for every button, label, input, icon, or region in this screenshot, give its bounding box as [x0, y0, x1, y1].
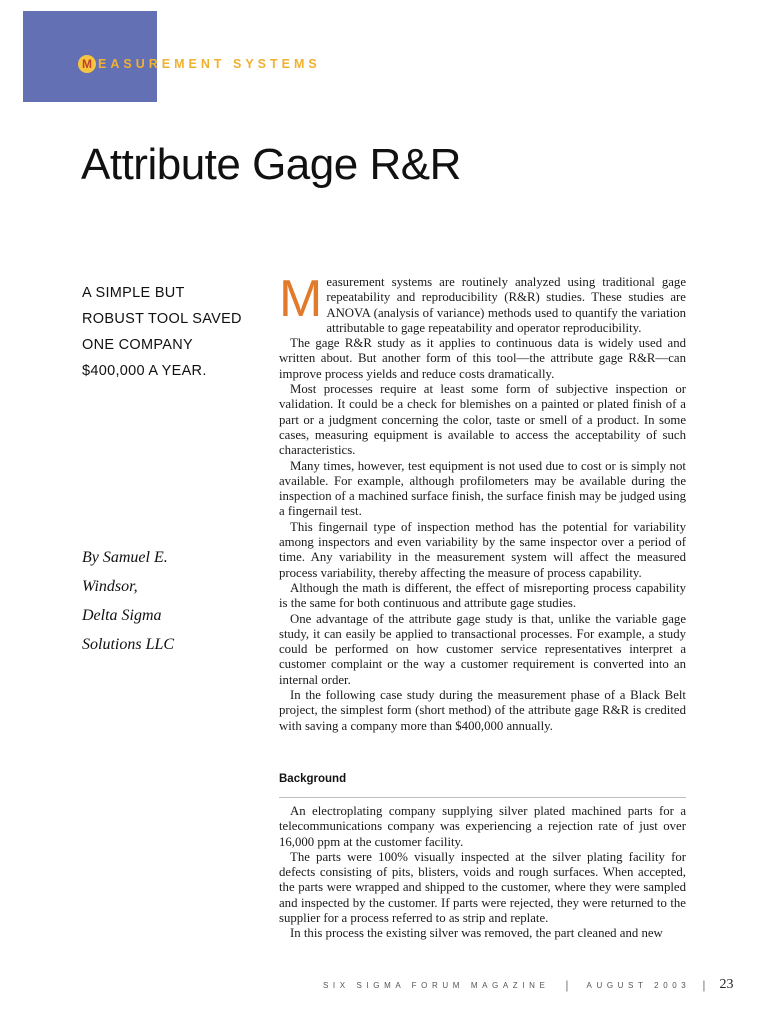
article-deck	[82, 280, 257, 384]
background-heading: Background	[279, 773, 347, 785]
deck-line: ROBUST TOOL SAVED	[82, 311, 242, 327]
byline-line: Solutions LLC	[82, 636, 175, 653]
body-paragraph: This fingernail type of inspection method has the potential for variability among inspectors and even variability by the same inspector over a period of time. Any variability in the measurement system will affect the measured process variability, thereby affecting the measure of process capability.	[279, 519, 686, 580]
body-paragraph: Most processes require at least some form of subjective inspection or validation. It could be a check for blemishes on a painted or plated finish of a part or a judgment concerning the color, taste or smell of a product. In some cases, measuring equipment is available to access the acceptability of such characteristics.	[279, 382, 686, 458]
article-body	[279, 270, 686, 734]
background-paragraph: An electroplating company supplying silver plated machined parts for a telecommunications company was experiencing a rejection rate of just over 16,000 ppm at the customer facility.	[279, 804, 686, 849]
body-paragraph: In the following case study during the measurement phase of a Black Belt project, the simplest form (short method) of the attribute gage R&R is credited with saving a company more than $400,000 annually.	[279, 688, 686, 733]
author-byline	[82, 543, 257, 659]
footer-separator: |	[565, 978, 569, 992]
page-number: 23	[719, 977, 734, 992]
deck-line: $400,000 A YEAR.	[82, 363, 207, 379]
background-divider	[279, 797, 686, 798]
body-paragraph: Many times, however, test equipment is not used due to cost or is simply not available. For example, although profilometers may be available during the inspection of a machined surface finish, the surface finish may be judged using a fingernail test.	[279, 458, 686, 519]
article-title: Attribute Gage R&R	[81, 140, 461, 189]
byline-line: By Samuel E.	[82, 549, 168, 566]
footer-issue-date: AUGUST 2003	[586, 980, 691, 990]
background-paragraph: In this process the existing silver was removed, the part cleaned and new	[290, 926, 663, 941]
section-label-text: EASUREMENT SYSTEMS	[98, 57, 321, 71]
lead-paragraph-text: easurement systems are routinely analyzed using traditional gage repeatability and reproducibility (R&R) studies. These studies are ANOVA (analysis of variance) methods used to quantify the variation attributable to gage repeatability and operator reproducibility.	[326, 275, 686, 335]
body-paragraph: The gage R&R study as it applies to continuous data is widely used and written about. But another form of this tool—the attribute gage R&R—can improve process yields and reduce costs dramatically.	[279, 336, 686, 381]
footer-separator: |	[702, 978, 706, 992]
background-paragraph: The parts were 100% visually inspected at the silver plating facility for defects consisting of pits, blisters, voids and rough surfaces. When accepted, the parts were wrapped and shipped to the customer, where they were sampled and inspected by the customer. If parts were rejected, they were returned to the supplier for a process referred to as strip and replate.	[279, 849, 686, 926]
byline-line: Delta Sigma	[82, 607, 162, 624]
deck-line: ONE COMPANY	[82, 337, 193, 353]
footer-magazine-name: SIX SIGMA FORUM MAGAZINE	[323, 980, 550, 990]
drop-cap: M	[279, 270, 323, 328]
background-body	[279, 804, 686, 946]
byline-line: Windsor,	[82, 578, 138, 595]
page-footer	[323, 977, 733, 993]
lead-paragraph	[279, 270, 686, 336]
body-paragraph: One advantage of the attribute gage study is that, unlike the variable gage study, it can easily be applied to transactional processes. For example, a study could be performed on how customer service representatives interpret a customer complaint or the way a customer requirement is converted into an internal order.	[279, 611, 686, 687]
body-paragraph: Although the math is different, the effect of misreporting process capability is the same for both continuous and attribute gage studies.	[279, 580, 686, 611]
section-label	[78, 55, 321, 73]
deck-line: A SIMPLE BUT	[82, 285, 185, 301]
section-label-cap: M	[78, 55, 96, 73]
